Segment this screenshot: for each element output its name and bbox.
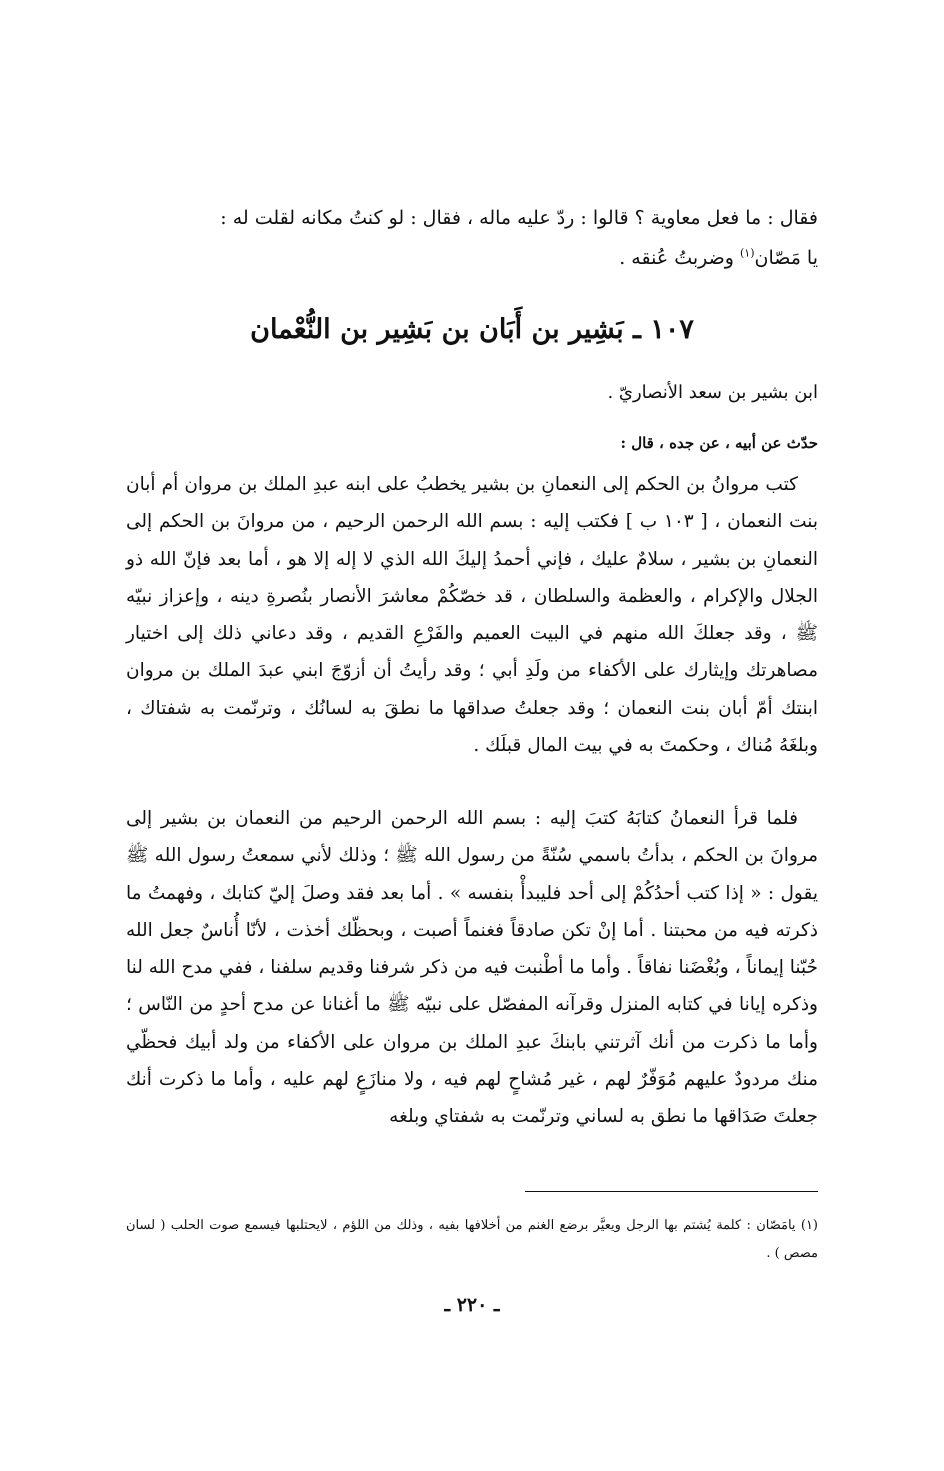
isnad-line: حدّث عن أبيه ، عن جده ، قال : — [620, 434, 818, 452]
footnote-separator — [525, 1191, 818, 1192]
lead-paragraph — [126, 198, 818, 278]
body-paragraph-2: فلما قرأ النعمانُ كتابَهُ كتبَ إليه : بسم الله الرحمن الرحيم من النعمان بن بشير إلى مروانَ بن الحكم ، بدأتُ باسمي سُنّةً من رسول الله ﷺ ؛ وذلك لأني سمعتُ رسول الله ﷺ يقول : « إذا كتب أحدُكُمْ إلى أحد فليبدأْ بنفسه » . أما بعد فقد وصلَ إليّ كتابك ، وفهمتُ ما ذكرته فيه من محبتنا . أما إنْ تكن صادقاً فغنماً أصبت ، وبحظّك أخذت ، لأنّا أُناسٌ جعل الله حُبّنا إيماناً ، وبُغْضَنا نفاقاً . وأما ما أطْنبت فيه من ذكر شرفنا وقديم سلفنا ، ففي مدح الله لنا وذكره إيانا في كتابه المنزل وقرآنه المفصّل على نبيّه ﷺ ما أغنانا عن مدح أحدٍ من النّاس ؛ وأما ما ذكرت من أنك آثرتني بابنكَ عبدِ الملك بن مروان على الأكفاء من ولد أبيك فحظّي منك مردودٌ عليهم مُوَفّرٌ لهم ، غير مُشاحٍ لهم فيه ، ولا منازَعٍ لهم عليه ، وأما ما ذكرت أنك جعلتَ صَدَاقها ما نطق به لساني وترنّمت به شفتاي وبلغه — [126, 808, 818, 1128]
body-paragraph-1: كتب مروانُ بن الحكم إلى النعمانِ بن بشير يخطبُ على ابنه عبدِ الملك بن مروان أم أبان بنت النعمان ، [ ١٠٣ ب ] فكتب إليه : بسم الله الرحمن الرحيم ، من مروانَ بن الحكم إلى النعمانِ بن بشير ، سلامٌ عليك ، فإني أحمدُ إليكَ الله الذي لا إله إلا هو ، أما بعد فإنّ الله ذو الجلال والإكرام ، والعظمة والسلطان ، قد خصّكُمْ معاشرَ الأنصار بنُصرةِ دينه ، وإعزاز نبيّه ﷺ ، وقد جعلكَ الله منهم في البيت العميم والفَرْعِ القديم ، وقد دعاني ذلك إلى اختيار مصاهرتك وإيثارك على الأكفاء من ولَدِ أبي ؛ وقد رأيتُ أن أزوّجَ ابني عبدَ الملك بن مروان ابنتك أمّ أبان بنت النعمان ؛ وقد جعلتُ صداقها ما نطقَ به لسانُك ، وترنّمت به شفتاك ، وبلغَهُ مُناك ، وحكمتَ به في بيت المال قبلَك . — [126, 474, 819, 757]
lead-line-2-start: يا مَصّان — [754, 247, 818, 269]
lead-line-1: فقال : ما فعل معاوية ؟ قالوا : ردّ عليه ماله ، فقال : لو كنتُ مكانه لقلت له : — [220, 207, 818, 229]
footnote: (١) يامَصّان : كلمة يُشتم بها الرجل ويعيَّر برضع الغنم من أخلافها بفيه ، وذلك من اللؤم ، لايحتلبها فيسمع صوت الحلب ( لسان مصص ) . — [126, 1218, 818, 1261]
footnote-reference: (١) — [739, 246, 755, 260]
lead-line-2-end: وضربتُ عُنقه . — [619, 247, 740, 269]
page-number: ـ ٢٢٠ ـ — [444, 1294, 500, 1316]
entry-heading: ١٠٧ ـ بَشِير بن أَبَان بن بَشِير بن النُّعْمان — [250, 314, 694, 345]
lineage-line: ابن بشير بن سعد الأنصاريّ . — [607, 382, 818, 403]
